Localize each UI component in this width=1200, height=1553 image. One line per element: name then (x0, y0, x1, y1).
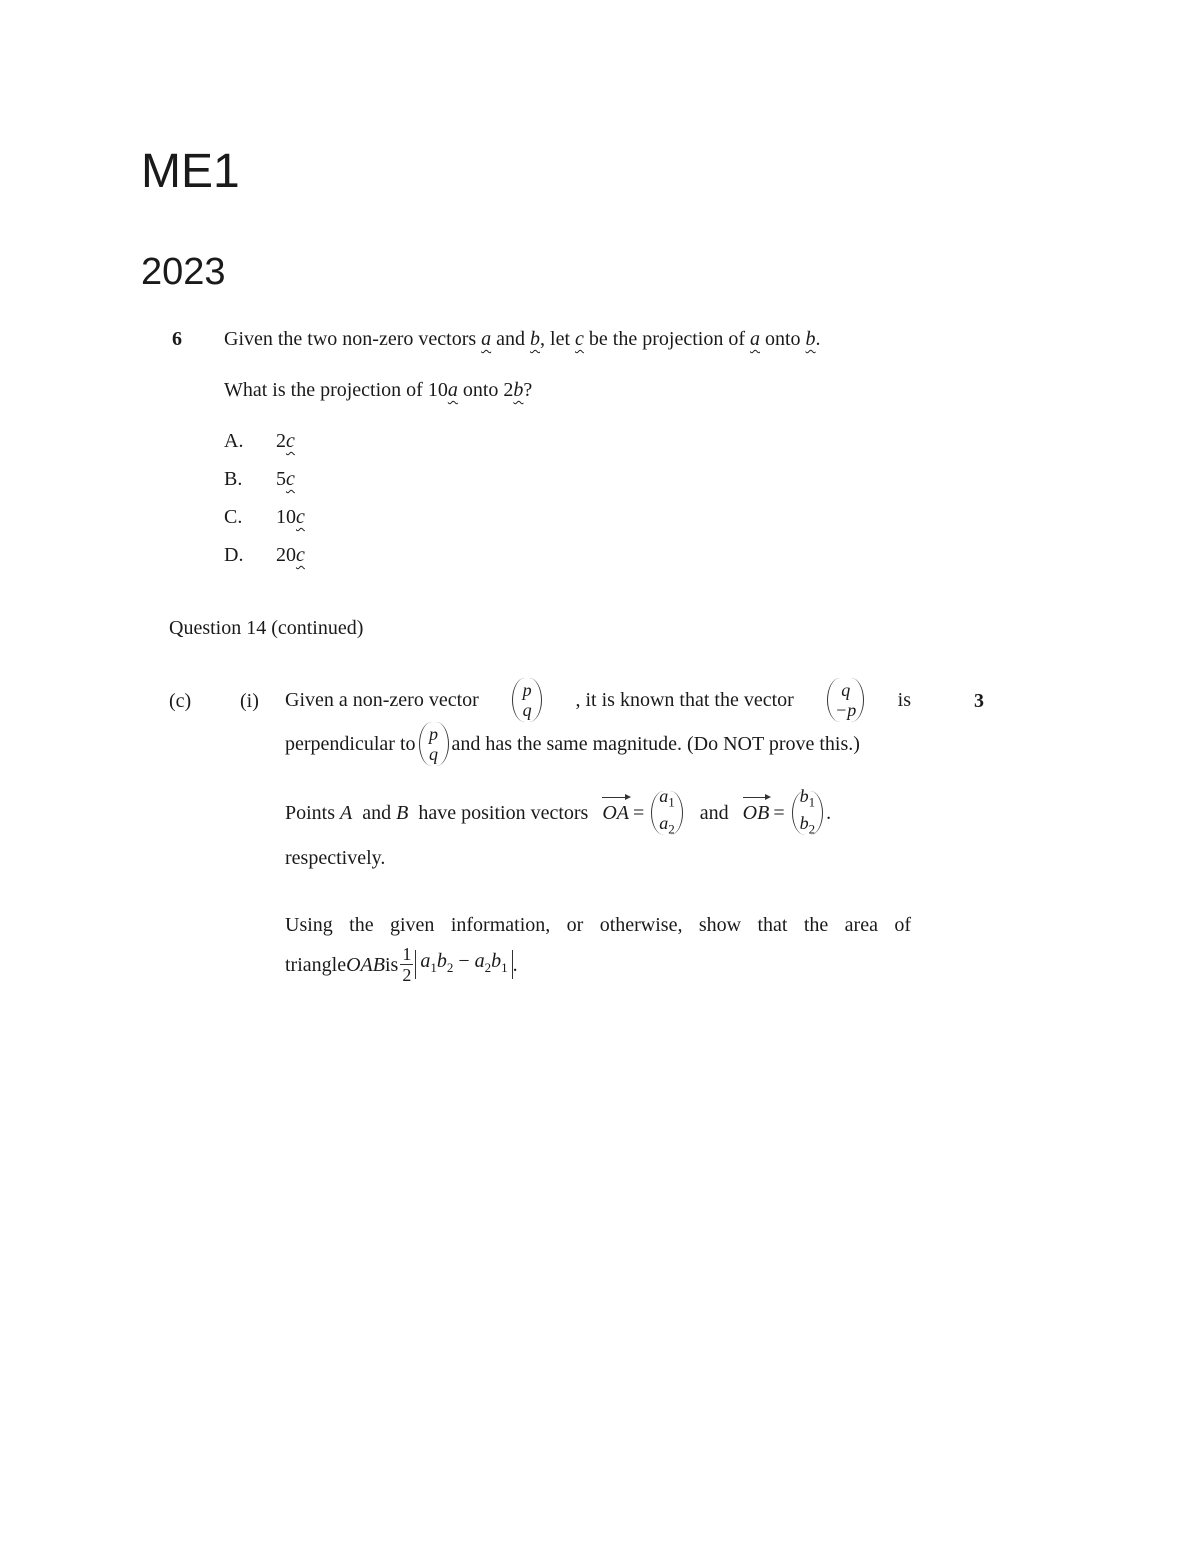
vector-OA: OA (602, 802, 629, 824)
vector-OB: OB (742, 802, 770, 824)
option-d: D. 20c (224, 544, 305, 566)
option-b: B. 5c (224, 468, 295, 490)
question-6-stem: Given the two non-zero vectors a and b, let c be the projection of a onto b. (224, 328, 821, 350)
q14-p1-line1: Given a non-zero vector p q , it is known that the vector q −p is (285, 680, 911, 720)
marks: 3 (974, 690, 984, 712)
q14-p3-line1: Using the given information, or otherwise, show that the area of (285, 914, 911, 936)
part-label: (c) (169, 690, 192, 712)
q14-p2-line2: respectively. (285, 847, 386, 869)
vector-p-q: p q (512, 678, 542, 722)
fraction-one-half: $\frac{1}{2}$ (402, 944, 412, 985)
q14-p3-line2: triangle OAB is $\frac{1}{2}$ $a_1b_2 - a_2b_1$ . (285, 944, 518, 985)
vector-a1-a2: $a_1$ $a_2$ (651, 791, 683, 835)
option-a: A. 2c (224, 430, 295, 452)
q14-p2-line1: Points A and B have position vectors OA = $a_1$ $a_2$ and OB = $b_1$ $b_2$ . (285, 786, 832, 837)
page-title: ME1 (141, 145, 240, 198)
question-14-heading: Question 14 (continued) (169, 617, 364, 639)
question-6-prompt: What is the projection of 10a onto 2b? (224, 379, 533, 401)
vector-b1-b2: $b_1$ $b_2$ (792, 791, 824, 835)
q14-p1-line2: perpendicular to p q and has the same magnitude. (Do NOT prove this.) (285, 724, 860, 764)
vector-q-minus-p: q −p (827, 678, 864, 722)
option-c: C. 10c (224, 506, 305, 528)
year-heading: 2023 (141, 251, 226, 293)
subpart-label: (i) (240, 690, 259, 712)
vector-p-q-2: p q (419, 722, 449, 766)
area-expression: $a_1b_2 - a_2b_1$ (415, 950, 512, 979)
question-6-number: 6 (172, 328, 182, 350)
